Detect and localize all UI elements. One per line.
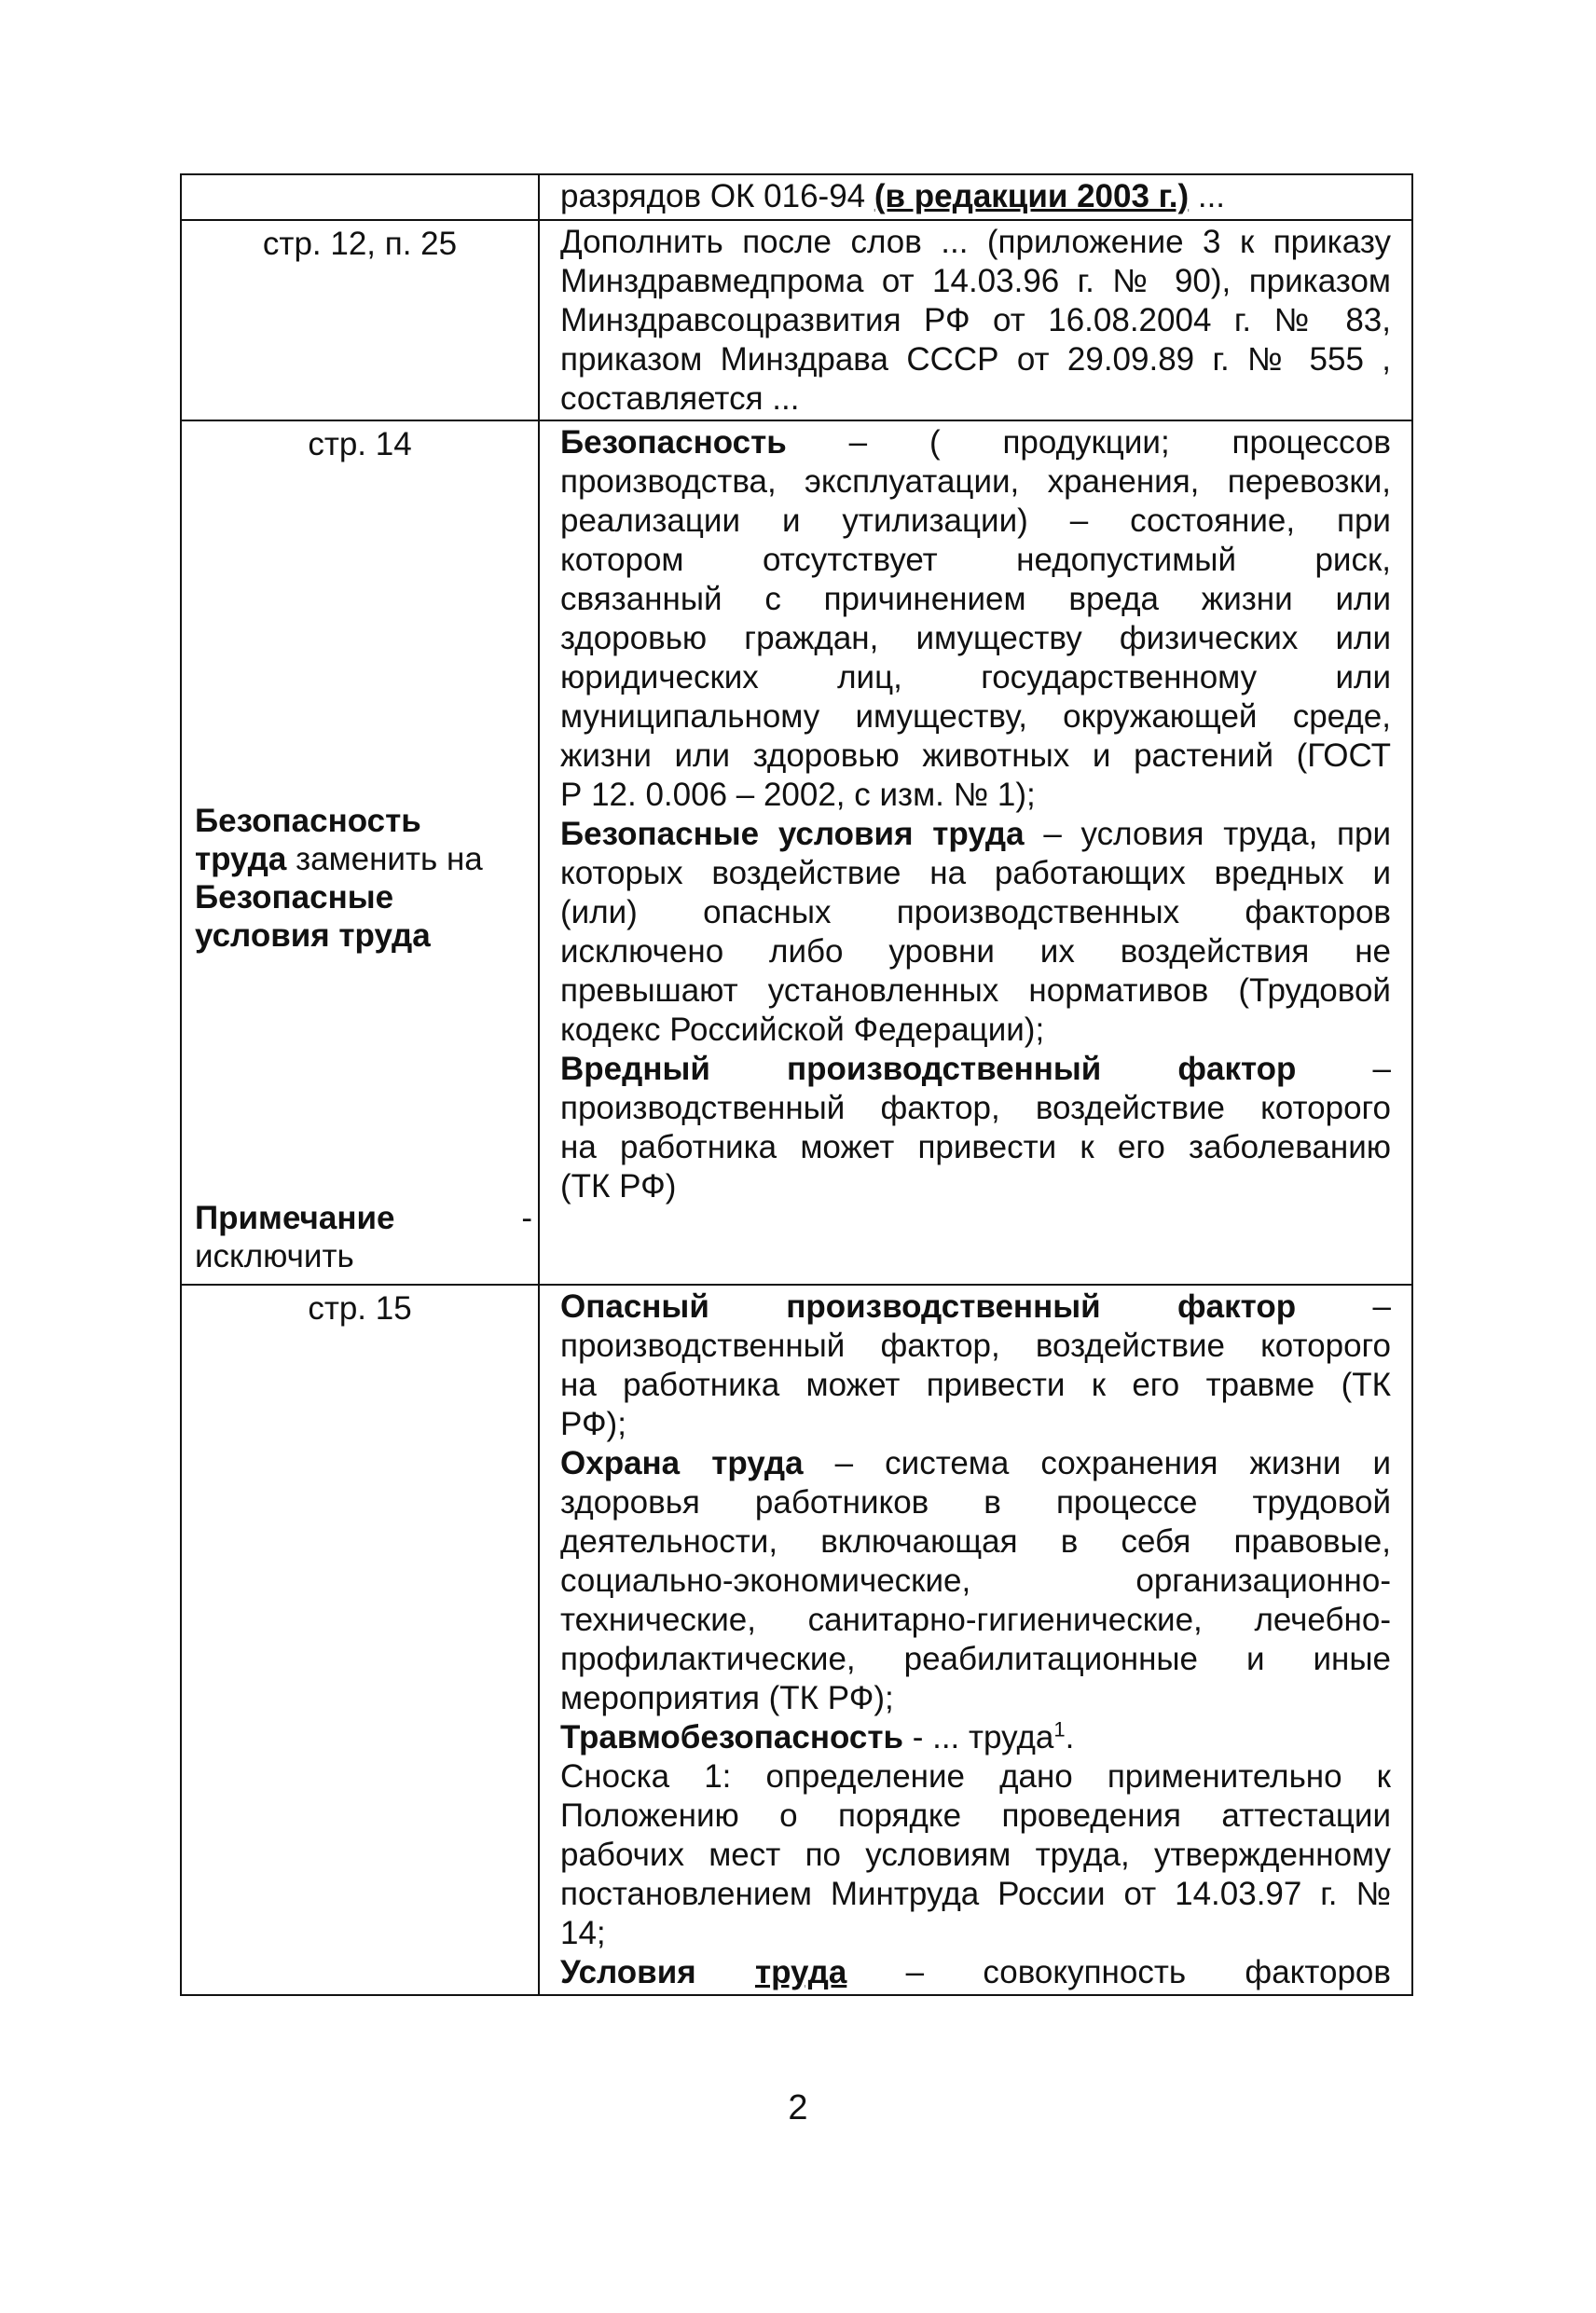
text-line: Минздравмедпрома от 14.03.96 г. № 90), приказом <box>560 263 1391 299</box>
text-line: Безопасность <box>195 803 421 839</box>
text-fragment: разрядов ОК 016-94 <box>560 178 874 214</box>
term-title: труда <box>754 1954 847 1990</box>
text-fragment: – система сохранения жизни и <box>803 1445 1391 1481</box>
text-line: Дополнить после слов ... (приложение 3 к приказу <box>560 224 1391 260</box>
amendment-note <box>182 1199 540 1275</box>
text-line: технические, санитарно-гигиенические, лечебно- <box>560 1602 1391 1638</box>
text-line: Минздравсоцразвития РФ от 16.08.2004 г. № 83, <box>560 302 1391 338</box>
table-row <box>181 220 1412 420</box>
text-line: РФ); <box>560 1406 626 1442</box>
text-line: Безопасные <box>195 879 394 916</box>
text-line: мероприятия (ТК РФ); <box>560 1680 894 1716</box>
term-title: Условия <box>560 1954 696 1990</box>
right-cell <box>539 174 1412 220</box>
text-line: (или) опасных производственных факторов <box>560 894 1391 930</box>
text-line: Р 12. 0.006 – 2002, с изм. № 1); <box>560 777 1036 813</box>
right-cell <box>539 1285 1412 1995</box>
bold-text: труда <box>195 841 287 877</box>
right-cell <box>539 420 1412 1285</box>
left-cell <box>181 174 539 220</box>
text-fragment: – <box>1296 1288 1391 1325</box>
text-line: которых воздействие на работающих вредных и <box>560 855 1391 891</box>
left-cell <box>181 1285 539 1995</box>
text-fragment: ... <box>1189 178 1226 214</box>
text-fragment: заменить на <box>286 841 483 877</box>
left-cell <box>181 420 539 1285</box>
text-fragment: – условия труда, при <box>1024 816 1391 852</box>
left-cell <box>181 220 539 420</box>
amendments-table <box>180 173 1413 1996</box>
text-fragment: – <box>1296 1051 1391 1087</box>
text-line: деятельности, включающая в себя правовые, <box>560 1523 1391 1560</box>
text-fragment: – совокупность факторов <box>846 1954 1391 1990</box>
term-title: Безопасные условия труда <box>560 816 1025 852</box>
footnote-line: 14; <box>560 1915 606 1951</box>
table-row <box>181 174 1412 220</box>
term-title: Опасный производственный фактор <box>560 1288 1297 1325</box>
bold-text: (в редакции 2003 г.) <box>874 178 1190 214</box>
table-row <box>181 420 1412 1285</box>
footnote-line: Положению о порядке проведения аттестации <box>560 1797 1391 1834</box>
text-line: исключить <box>195 1238 354 1274</box>
text-line: юридических лиц, государственному или <box>560 659 1391 695</box>
text-line: на работника может привести к его заболеванию <box>560 1129 1391 1165</box>
text-fragment: – ( продукции; процессов <box>786 424 1391 461</box>
term-title: Охрана труда <box>560 1445 804 1481</box>
text-line: производственный фактор, воздействие которого <box>560 1090 1391 1126</box>
text-line: реализации и утилизации) – состояние, при <box>560 503 1391 539</box>
text-line: на работника может привести к его травме (ТК <box>560 1367 1391 1403</box>
text-line: производства, эксплуатации, хранения, перевозки, <box>560 463 1391 500</box>
text-fragment: - <box>521 1200 532 1236</box>
text-line: превышают установленных нормативов (Трудовой <box>560 972 1391 1009</box>
text-line: муниципальному имуществу, окружающей среде, <box>560 698 1391 735</box>
text-line: (ТК РФ) <box>560 1168 677 1205</box>
text-line: кодекс Российской Федерации); <box>560 1012 1045 1048</box>
page-reference: стр. 12, п. 25 <box>262 226 458 262</box>
amendment-note <box>182 802 540 955</box>
footnote-marker: 1 <box>1053 1717 1066 1742</box>
text-line: исключено либо уровни их воздействия не <box>560 933 1391 970</box>
term-title: Вредный производственный фактор <box>560 1051 1297 1087</box>
text-line: связанный с причинением вреда жизни или <box>560 581 1391 617</box>
page-reference: стр. 15 <box>308 1290 412 1327</box>
page-number: 2 <box>788 2088 808 2127</box>
text-line: здоровья работников в процессе трудовой <box>560 1484 1391 1521</box>
text-line: здоровью граждан, имуществу физических или <box>560 620 1391 656</box>
text-line: производственный фактор, воздействие которого <box>560 1328 1391 1364</box>
right-cell <box>539 220 1412 420</box>
text-line: приказом Минздрава СССР от 29.09.89 г. № 555 , <box>560 341 1391 378</box>
table-row <box>181 1285 1412 1995</box>
page-reference: стр. 14 <box>308 426 412 462</box>
footnote-line: Сноска 1: определение дано применительно к <box>560 1758 1391 1795</box>
term-title: Травмобезопасность <box>560 1719 903 1755</box>
text-line: социально-экономические, организационно- <box>560 1563 1391 1599</box>
text-fragment: . <box>1065 1719 1075 1755</box>
term-title: Безопасность <box>560 424 787 461</box>
bold-text: Примечание <box>195 1200 395 1236</box>
footnote-line: постановлением Минтруда России от 14.03.97 г. № <box>560 1876 1391 1912</box>
cell-text <box>560 177 1391 216</box>
text-line: условия труда <box>195 917 431 954</box>
text-line: жизни или здоровью животных и растений (ГОСТ <box>560 737 1391 774</box>
text-fragment: - ... труда <box>903 1719 1054 1755</box>
text-line: профилактические, реабилитационные и иные <box>560 1641 1391 1677</box>
footnote-line: рабочих мест по условиям труда, утвержденному <box>560 1837 1391 1873</box>
text-line: котором отсутствует недопустимый риск, <box>560 542 1391 578</box>
text-line: составляется ... <box>560 380 800 417</box>
